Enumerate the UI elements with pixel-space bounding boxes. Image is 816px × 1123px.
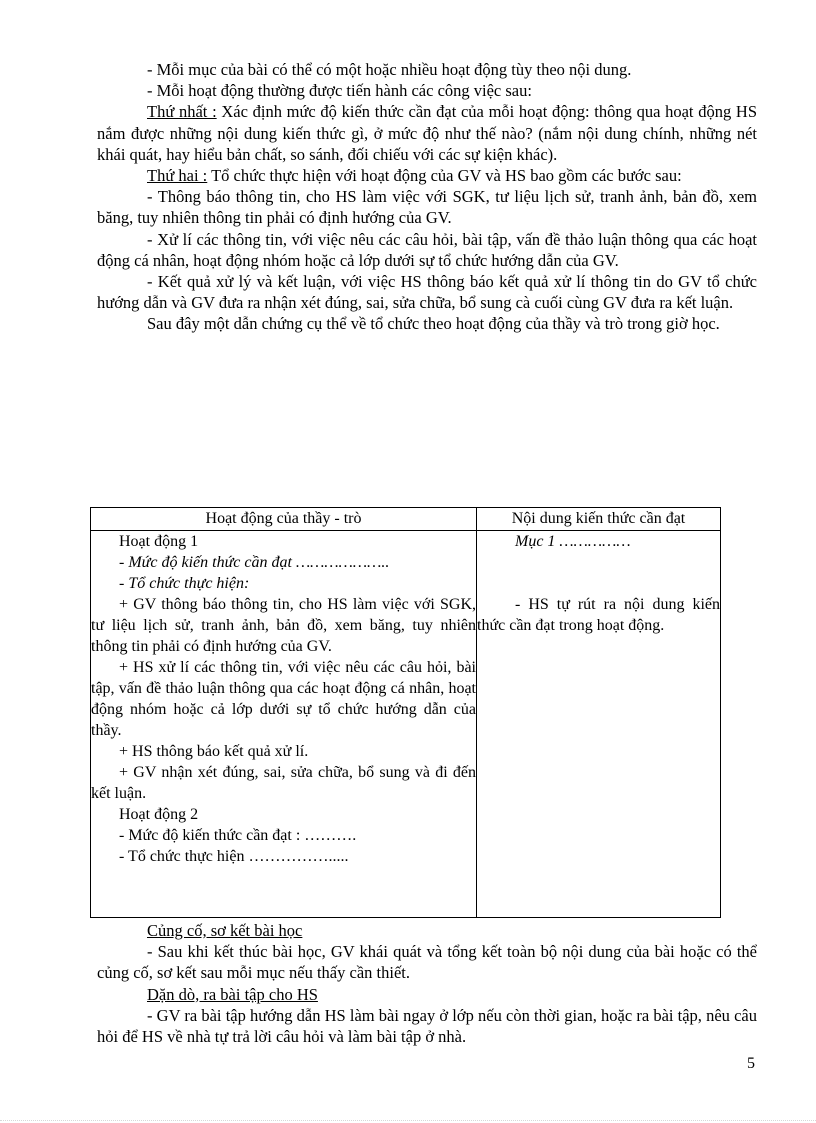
activity-2-title: Hoạt động 2 [119,806,199,823]
homework-text: - GV ra bài tập hướng dẫn HS làm bài ngay ở lớp nếu còn thời gian, hoặc ra bài tập, nêu câu hỏi để HS về nhà tự trả lời câu hỏi và làm bài tập ở nhà. [97,1005,757,1047]
activity-2-level: - Mức độ kiến thức cần đạt : ………. [119,827,357,844]
hs-report-item: + HS thông báo kết quả xử lí. [119,743,309,760]
second-text: Tổ chức thực hiện với hoạt động của GV và HS bao gồm các bước sau: [207,166,682,186]
table-header-row [91,508,721,531]
hs-process-item: + HS xử lí các thông tin, với việc nêu các câu hỏi, bài tập, vấn đề thảo luận thông qua các hoạt động cá nhân, hoạt động nhóm hoặc cả lớp dưới sự tổ chức hướng dẫn của thầy. [91,659,476,739]
consolidate-text: - Sau khi kết thúc bài học, GV khái quát và tổng kết toàn bộ nội dung của bài hoặc có thể củng cố, sơ kết sau mỗi mục nếu thấy cần thiết. [97,942,757,983]
section-1-label: Mục 1 …………… [515,533,631,550]
first-text: Xác định mức độ kiến thức cần đạt của mỗi hoạt động: thông qua hoạt động HS nắm được những nội dung kiến thức gì, ở mức độ như thế nào? (nắm nội dung chính, những nét khái quát, hay hiểu bản chất, so sánh, đối chiếu với các sự kiện khác). [97,102,757,164]
hs-draw-content: - HS tự rút ra nội dung kiến thức cần đạt trong hoạt động. [477,596,720,634]
teacher-student-cell [91,531,477,918]
page-bottom-border [0,1120,816,1121]
homework-heading: Dặn dò, ra bài tập cho HS [147,984,318,1004]
activity-1-title: Hoạt động 1 [119,533,199,550]
knowledge-cell [477,531,721,918]
page-number: 5 [747,1055,755,1072]
homework-heading-line [97,984,757,1005]
intro-line-1: - Mỗi mục của bài có thể có một hoặc nhiều hoạt động tùy theo nội dung. [147,60,632,79]
first-step-paragraph [97,101,757,165]
step-process: - Xử lí các thông tin, với việc nêu các câu hỏi, bài tập, vấn đề thảo luận thông qua các hoạt động cá nhân, hoạt động nhóm hoặc cả lớp dưới sự tổ chức hướng dẫn của GV. [97,229,757,270]
step-inform: - Thông báo thông tin, cho HS làm việc với SGK, tư liệu lịch sử, tranh ảnh, bản đồ, xem băng, tuy nhiên thông tin phải có định hướng của GV. [97,187,757,228]
second-label: Thứ hai : [147,166,208,186]
step-conclude: - Kết quả xử lý và kết luận, với việc HS thông báo kết quả xử lí thông tin do GV tổ chức hướng dẫn và GV đưa ra nhận xét đúng, sai, sửa chữa, bổ sung cà cuối cùng GV đưa ra kết luận. [97,272,757,313]
activity-table [90,507,721,918]
table-body-row [91,531,721,918]
header-knowledge: Nội dung kiến thức cần đạt [477,508,721,531]
outro-block [97,920,757,1047]
gv-inform-item: + GV thông báo thông tin, cho HS làm việc với SGK, tư liệu lịch sử, tranh ảnh, bản đồ, xem băng, tuy nhiên thông tin phải có định hướng của GV. [91,596,476,655]
consolidate-heading: Củng cố, sơ kết bài học [147,921,303,940]
example-paragraph: Sau đây một dẫn chứng cụ thể về tổ chức theo hoạt động của thầy và trò trong giờ học. [147,314,720,334]
activity-1-level: - Mức độ kiến thức cần đạt ……………….. [119,554,390,571]
intro-line-2: - Mỗi hoạt động thường được tiến hành các công việc sau: [147,81,532,101]
consolidate-heading-line [97,920,757,941]
activity-2-organize: - Tổ chức thực hiện ……………..... [119,848,349,865]
first-label: Thứ nhất : [147,102,217,122]
intro-block [97,59,757,335]
header-teacher-student: Hoạt động của thầy - trò [91,508,477,531]
second-step-paragraph [97,165,757,186]
activity-1-organize: - Tổ chức thực hiện: [119,575,250,592]
gv-conclude-item: + GV nhận xét đúng, sai, sửa chữa, bổ sung và đi đến kết luận. [91,764,476,802]
